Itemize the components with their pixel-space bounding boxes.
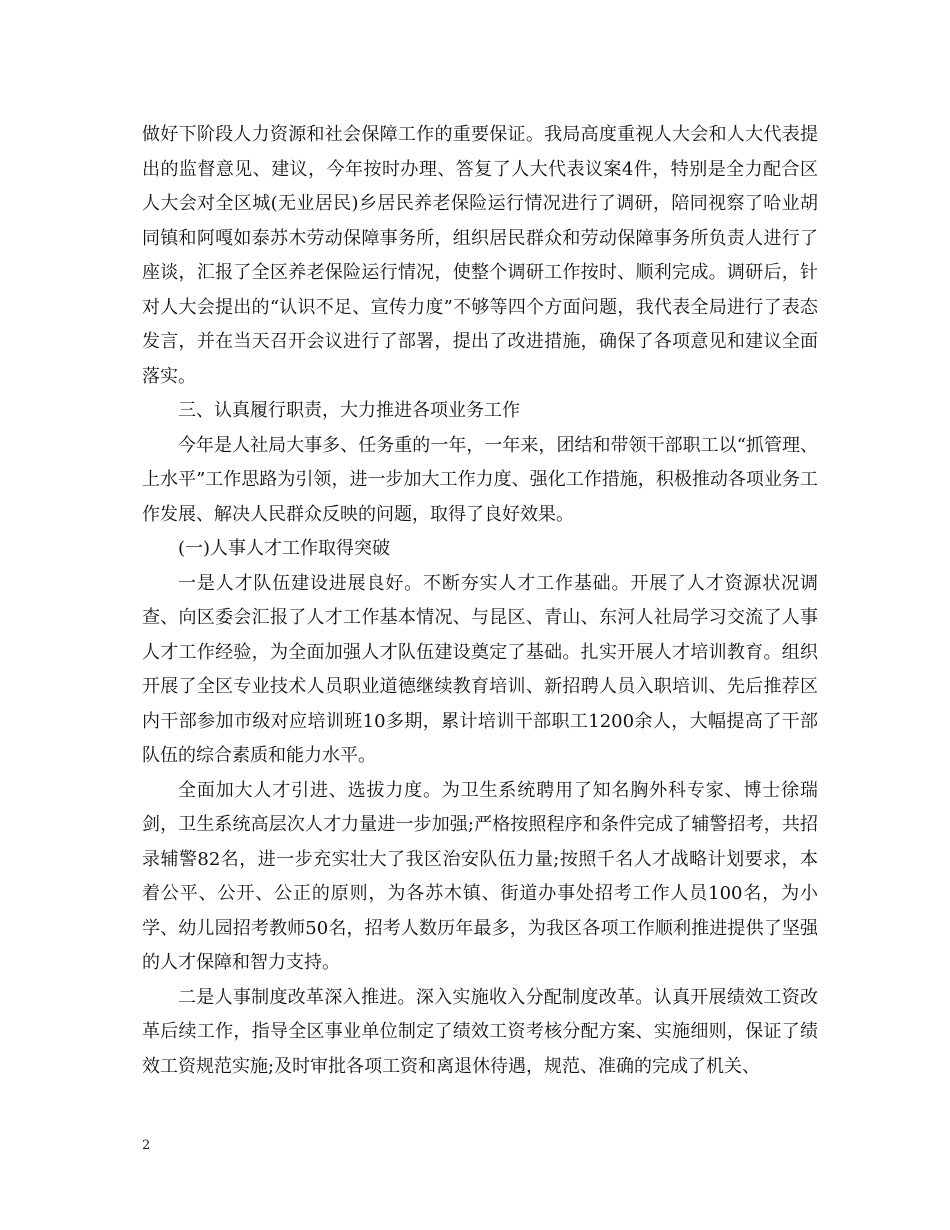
subsection-heading: (一)人事人才工作取得突破 — [178, 538, 391, 559]
paragraph: 二是人事制度改革深入推进。深入实施收入分配制度改革。认真开展绩效工资改革后续工作，指导全区事业单位制定了绩效工资考核分配方案、实施细则，保证了绩效工资规范实施;及时审批各项工资和离退休待遇，规范、准确的完成了机关、 — [142, 986, 818, 1077]
paragraph: 做好下阶段人力资源和社会保障工作的重要保证。我局高度重视人大会和人大代表提出的监督意见、建议，今年按时办理、答复了人大代表议案4件，特别是全力配合区人大会对全区城(无业居民)乡居民养老保险运行情况进行了调研，陪同视察了哈业胡同镇和阿嘎如泰苏木劳动保障事务所，组织居民群众和劳动保障事务所负责人进行了座谈，汇报了全区养老保险运行情况，使整个调研工作按时、顺利完成。调研后，针对人大会提出的“认识不足、宣传力度”不够等四个方面问题，我代表全局进行了表态发言，并在当天召开会议进行了部署，提出了改进措施，确保了各项意见和建议全面落实。 — [142, 124, 818, 387]
paragraph: 一是人才队伍建设进展良好。不断夯实人才工作基础。开展了人才资源状况调查、向区委会汇报了人才工作基本情况、与昆区、青山、东河人社局学习交流了人事人才工作经验，为全面加强人才队伍建设奠定了基础。扎实开展人才培训教育。组织开展了全区专业技术人员职业道德继续教育培训、新招聘人员入职培训、先后推荐区内干部参加市级对应培训班10多期，累计培训干部职工1200余人，大幅提高了干部队伍的综合素质和能力水平。 — [142, 572, 818, 766]
page-number: 2 — [142, 1138, 151, 1153]
paragraph: 全面加大人才引进、选拔力度。为卫生系统聘用了知名胸外科专家、博士徐瑞剑，卫生系统高层次人才力量进一步加强;严格按照程序和条件完成了辅警招考，共招录辅警82名，进一步充实壮大了我区治安队伍力量;按照千名人才战略计划要求，本着公平、公开、公正的原则，为各苏木镇、街道办事处招考工作人员100名，为小学、幼儿园招考教师50名，招考人数历年最多，为我区各项工作顺利推进提供了坚强的人才保障和智力支持。 — [142, 779, 818, 973]
paragraph: 今年是人社局大事多、任务重的一年，一年来，团结和带领干部职工以“抓管理、上水平”工作思路为引领，进一步加大工作力度、强化工作措施，积极推动各项业务工作发展、解决人民群众反映的问题，取得了良好效果。 — [142, 434, 818, 525]
section-heading: 三、认真履行职责，大力推进各项业务工作 — [178, 400, 520, 421]
document-body — [142, 118, 818, 1084]
